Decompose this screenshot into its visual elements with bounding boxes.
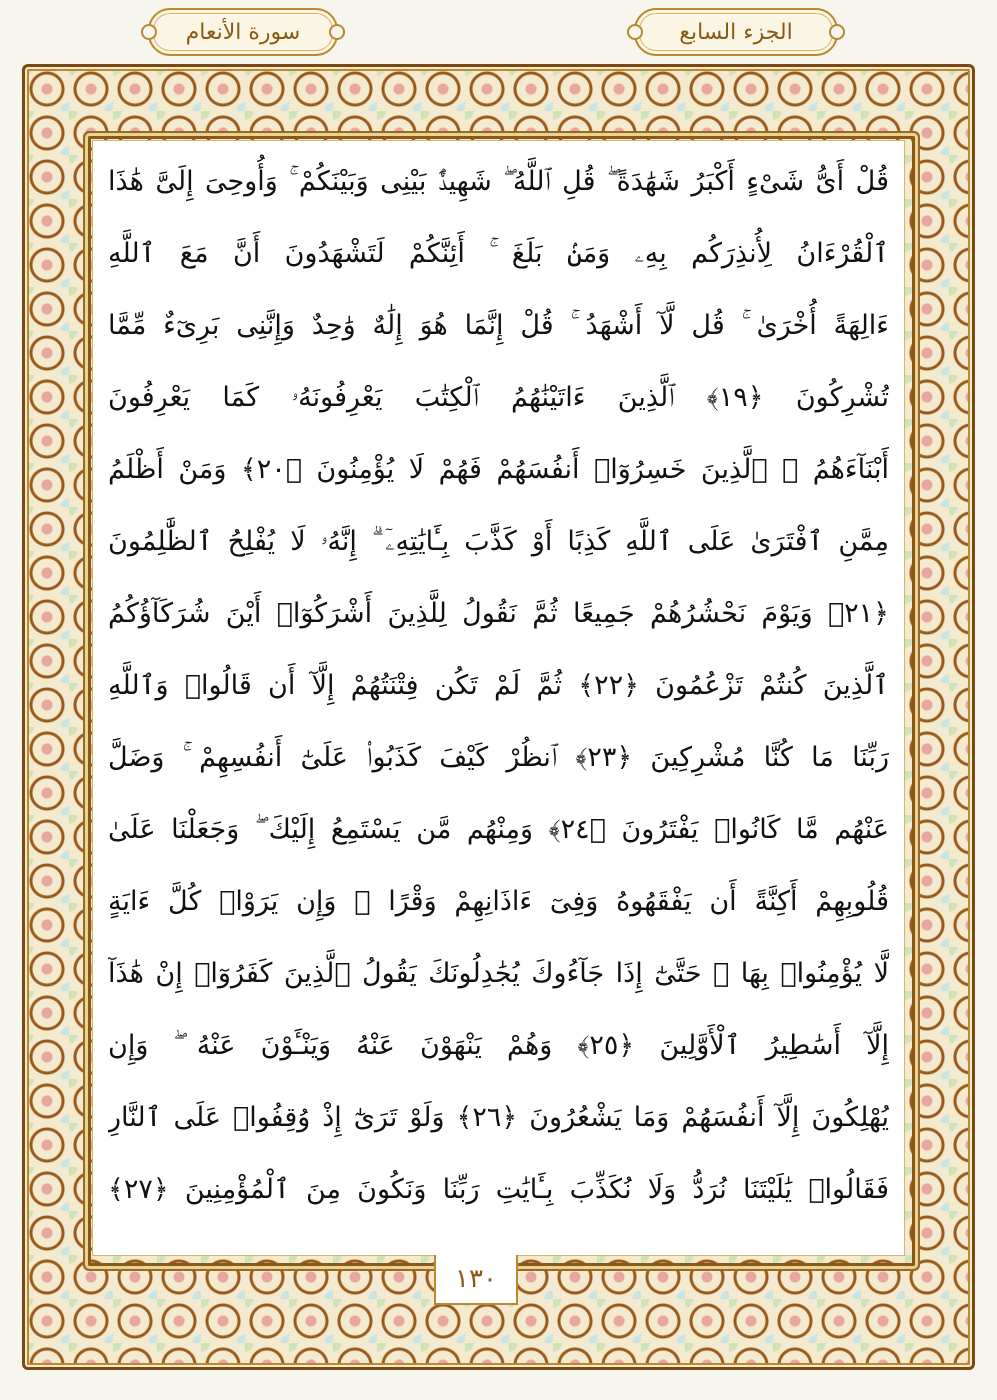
surah-name-label: سورة الأنعام <box>185 19 301 45</box>
verse-line: يُهْلِكُونَ إِلَّآ أَنفُسَهُمْ وَمَا يَشْعُرُونَ ﴿٢٦﴾ وَلَوْ تَرَىٰٓ إِذْ وُقِفُوا۟ عَلَى ٱلنَّارِ <box>108 1102 889 1133</box>
verse-line: تُشْرِكُونَ ﴿١٩﴾ ٱلَّذِينَ ءَاتَيْنَٰهُمُ ٱلْكِتَٰبَ يَعْرِفُونَهُۥ كَمَا يَعْرِفُونَ <box>108 382 889 413</box>
verse-line: ٱلَّذِينَ كُنتُمْ تَزْعُمُونَ ﴿٢٢﴾ ثُمَّ لَمْ تَكُن فِتْنَتُهُمْ إِلَّآ أَن قَالُوا۟ وَٱللَّهِ <box>108 670 889 701</box>
verse-line: ءَالِهَةً أُخْرَىٰ ۚ قُل لَّآ أَشْهَدُ ۚ قُلْ إِنَّمَا هُوَ إِلَٰهٌ وَٰحِدٌ وَإِنَّنِى بَرِىٓءٌ مِّمَّا <box>108 310 889 341</box>
verse-line: مِمَّنِ ٱفْتَرَىٰ عَلَى ٱللَّهِ كَذِبًا أَوْ كَذَّبَ بِـَٔايَٰتِهِۦٓ ۗ إِنَّهُۥ لَا يُفْلِحُ ٱلظَّٰلِمُونَ <box>108 526 889 557</box>
juz-name-label: الجزء السابع <box>679 19 793 45</box>
verse-line: فَقَالُوا۟ يَٰلَيْتَنَا نُرَدُّ وَلَا نُكَذِّبَ بِـَٔايَٰتِ رَبِّنَا وَنَكُونَ مِنَ ٱلْمُؤْمِنِينَ ﴿٢٧﴾ <box>108 1174 889 1205</box>
verse-line: عَنْهُم مَّا كَانُوا۟ يَفْتَرُونَ ﴿٢٤﴾ وَمِنْهُم مَّن يَسْتَمِعُ إِلَيْكَ ۖ وَجَعَلْنَا عَلَىٰ <box>108 814 889 845</box>
verse-line: ٱلْقُرْءَانُ لِأُنذِرَكُم بِهِۦ وَمَنۢ بَلَغَ ۚ أَئِنَّكُمْ لَتَشْهَدُونَ أَنَّ مَعَ ٱللَّهِ <box>108 238 889 269</box>
verse-line: قُلْ أَىُّ شَىْءٍ أَكْبَرُ شَهَٰدَةً ۖ قُلِ ٱللَّهُ ۖ شَهِيدٌۢ بَيْنِى وَبَيْنَكُمْ ۚ وَأُوحِىَ إِلَىَّ هَٰذَا <box>108 166 889 197</box>
verse-line: إِلَّآ أَسَٰطِيرُ ٱلْأَوَّلِينَ ﴿٢٥﴾ وَهُمْ يَنْهَوْنَ عَنْهُ وَيَنْـَٔوْنَ عَنْهُ ۖ وَإِن <box>108 1030 889 1061</box>
verse-line: ﴿٢١﴾ وَيَوْمَ نَحْشُرُهُمْ جَمِيعًا ثُمَّ نَقُولُ لِلَّذِينَ أَشْرَكُوٓا۟ أَيْنَ شُرَكَآؤُكُمُ <box>108 598 889 629</box>
juz-name-header <box>634 8 838 56</box>
page-number <box>434 1255 518 1305</box>
page-number-label: ١٣٠ <box>455 1264 497 1294</box>
verse-line: رَبِّنَا مَا كُنَّا مُشْرِكِينَ ﴿٢٣﴾ ٱنظُرْ كَيْفَ كَذَبُوا۟ عَلَىٰٓ أَنفُسِهِمْ ۚ وَضَلَّ <box>108 742 889 773</box>
verse-line: لَّا يُؤْمِنُوا۟ بِهَا ۚ حَتَّىٰٓ إِذَا جَآءُوكَ يُجَٰدِلُونَكَ يَقُولُ ٱلَّذِينَ كَفَرُوٓا۟ إِنْ هَٰذَآ <box>108 958 889 989</box>
verse-line: أَبْنَآءَهُمُ ۘ ٱلَّذِينَ خَسِرُوٓا۟ أَنفُسَهُمْ فَهُمْ لَا يُؤْمِنُونَ ﴿٢٠﴾ وَمَنْ أَظْلَمُ <box>108 454 889 485</box>
surah-name-header <box>148 8 338 56</box>
verse-line: قُلُوبِهِمْ أَكِنَّةً أَن يَفْقَهُوهُ وَفِىٓ ءَاذَانِهِمْ وَقْرًا ۚ وَإِن يَرَوْا۟ كُلَّ ءَايَةٍ <box>108 886 889 917</box>
